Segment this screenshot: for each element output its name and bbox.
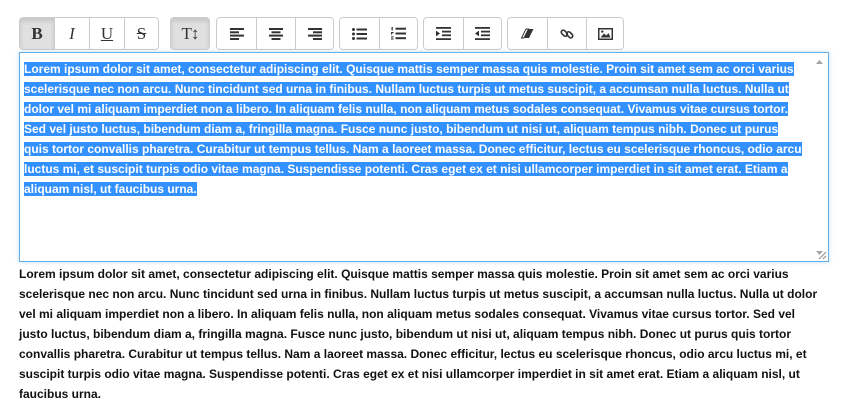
vertical-scrollbar[interactable] [811,53,828,261]
numbered-list-icon [391,27,406,40]
font-size-button[interactable] [171,18,209,49]
bullet-list-icon [352,28,367,40]
font-size-group [170,17,210,50]
bold-button[interactable] [20,18,54,49]
insert-group [507,17,624,50]
link-icon [560,27,574,41]
resize-grip-icon[interactable] [817,250,827,260]
strikethrough-button[interactable] [124,18,158,49]
eraser-button[interactable] [508,18,547,49]
outdent-icon [475,27,490,40]
list-group [339,17,418,50]
caret-up-icon [816,60,823,64]
image-button[interactable] [586,18,623,49]
align-center-button[interactable] [256,18,295,49]
align-right-button[interactable] [295,18,333,49]
align-right-icon [308,28,322,40]
align-left-icon [230,28,244,40]
italic-icon: I [69,24,75,43]
selected-text[interactable]: Lorem ipsum dolor sit amet, consectetur adipiscing elit. Quisque mattis semper massa quis molestie. Proin sit amet sem ac orci varius scelerisque nec non arcu. Nunc tincidunt sed urna in finibus. Nullam luctus turpis ut metus suscipit, a accumsan nulla luctus. Nulla ut dolor vel mi aliquam imperdiet non a libero. In aliquam felis nulla, non aliquam metus sodales consequat. Vivamus vitae cursus tortor. Sed vel justo luctus, bibendum diam a, fringilla magna. Fusce nunc justo, bibendum ut nisi ut, aliquam tempus nibh. Donec ut purus quis tortor convallis pharetra. Curabitur ut tempus tellus. Nam a laoreet massa. Donec efficitur, lectus eu scelerisque rhoncus, odio arcu luctus mi, et suscipit turpis odio vitae magna. Suspendisse potenti. Cras eget ex et nisi ullamcorper imperdiet in sit amet erat. Etiam a aliquam nisl, ut faucibus urna. [24,62,802,196]
numbered-list-button[interactable] [379,18,417,49]
bullet-list-button[interactable] [340,18,379,49]
scroll-up-arrow[interactable] [811,53,828,70]
indent-icon [436,27,451,40]
indent-group [423,17,502,50]
alignment-group [216,17,334,50]
preview-text: Lorem ipsum dolor sit amet, consectetur adipiscing elit. Quisque mattis semper massa quis molestie. Proin sit amet sem ac orci varius scelerisque nec non arcu. Nunc tincidunt sed urna in finibus. Nullam luctus turpis ut metus suscipit, a accumsan nulla luctus. Nulla ut dolor vel mi aliquam imperdiet non a libero. In aliquam felis nulla, non aliquam metus sodales consequat. Vivamus vitae cursus tortor. Sed vel justo luctus, bibendum diam a, fringilla magna. Fusce nunc justo, bibendum ut nisi ut, aliquam tempus nibh. Donec ut purus quis tortor convallis pharetra. Curabitur ut tempus tellus. Nam a laoreet massa. Donec efficitur, lectus eu scelerisque rhoncus, odio arcu luctus mi, et suscipit turpis odio vitae magna. Suspendisse potenti. Cras eget ex et nisi ullamcorper imperdiet in sit amet erat. Etiam a aliquam nisl, ut faucibus urna. [19,267,818,401]
indent-button[interactable] [424,18,463,49]
underline-icon: U [100,24,114,43]
strikethrough-icon: S [136,24,147,43]
align-center-icon [269,28,283,40]
image-icon [598,28,613,40]
outdent-button[interactable] [463,18,501,49]
underline-button[interactable] [89,18,124,49]
eraser-icon [520,28,535,39]
align-left-button[interactable] [217,18,256,49]
text-style-group [19,17,159,50]
bold-icon: B [31,24,43,43]
editor-content[interactable] [24,59,806,199]
font-size-icon: T↕ [181,24,199,43]
italic-button[interactable] [54,18,89,49]
link-button[interactable] [547,18,586,49]
editor-textarea[interactable] [19,52,829,262]
